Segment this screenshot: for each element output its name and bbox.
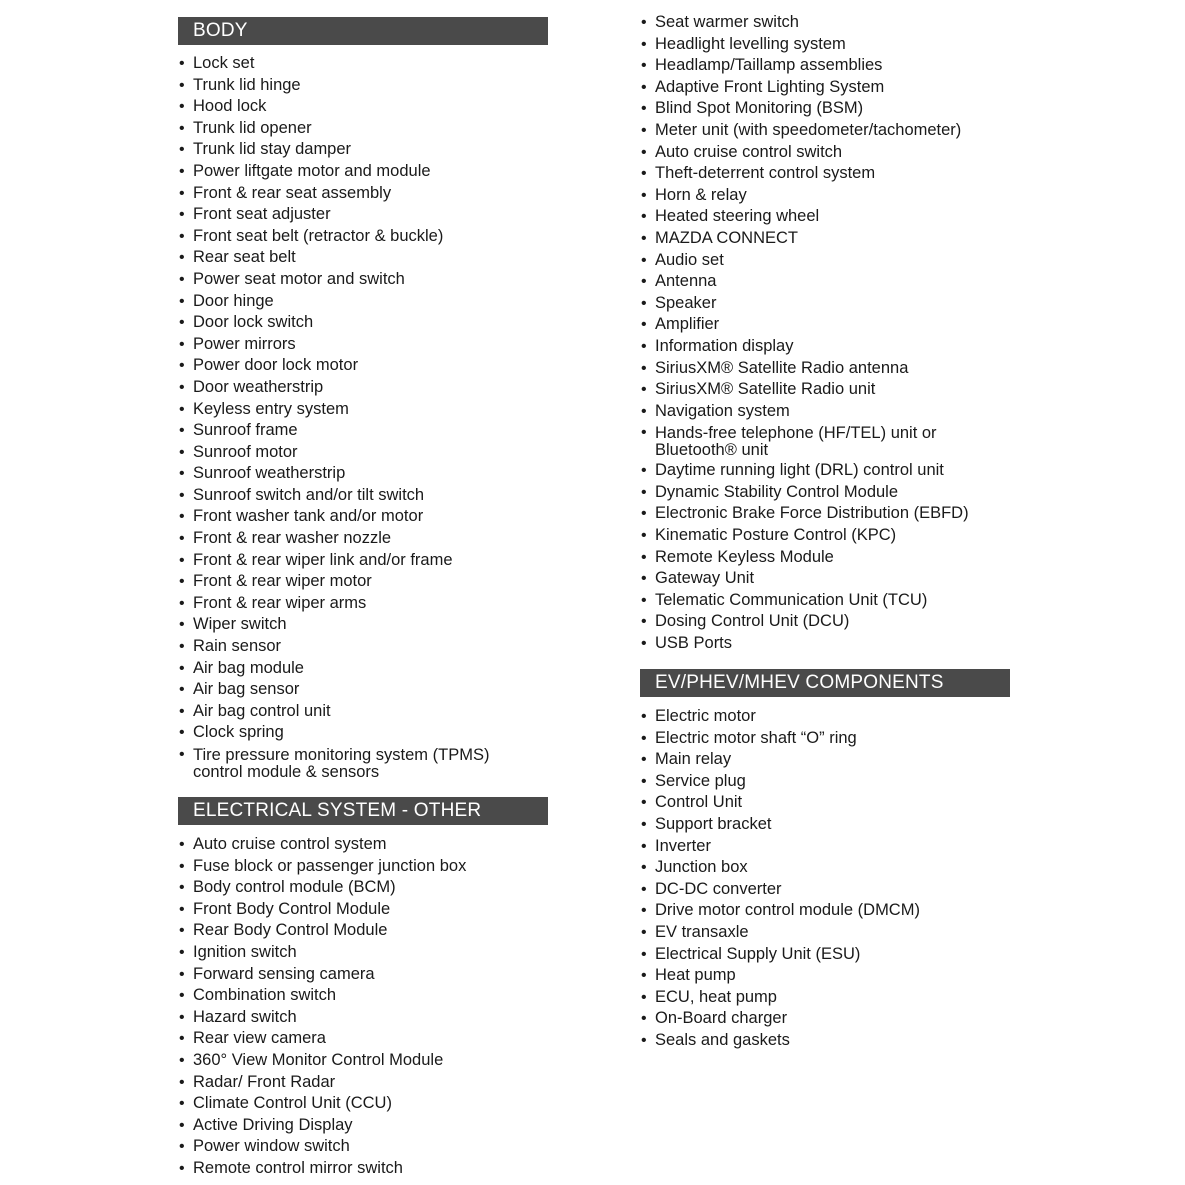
list-item: • Trunk lid stay damper — [178, 139, 578, 161]
list-item: • Electrical Supply Unit (ESU) — [640, 944, 1040, 966]
list-item: • Ignition switch — [178, 942, 578, 964]
list-item: • Electronic Brake Force Distribution (EBFD) — [640, 503, 1040, 525]
list-item: • Hood lock — [178, 96, 578, 118]
list-item: • Navigation system — [640, 401, 1040, 423]
list-item: • Wiper switch — [178, 614, 578, 636]
list-item: • Lock set — [178, 53, 578, 75]
list-item: • USB Ports — [640, 633, 1040, 655]
list-item: • Speaker — [640, 293, 1040, 315]
list-item: • Radar/ Front Radar — [178, 1072, 578, 1094]
electrical-items-list — [178, 834, 578, 1180]
list-item: • Rear Body Control Module — [178, 920, 578, 942]
list-item: • Horn & relay — [640, 185, 1040, 207]
list-item: • Trunk lid hinge — [178, 75, 578, 97]
list-item: • On-Board charger — [640, 1008, 1040, 1030]
list-item: • Auto cruise control switch — [640, 142, 1040, 164]
list-item: • Front & rear wiper arms — [178, 593, 578, 615]
list-item: • Front seat adjuster — [178, 204, 578, 226]
list-item: • 360° View Monitor Control Module — [178, 1050, 578, 1072]
list-item: • Seat warmer switch — [640, 12, 1040, 34]
list-item — [640, 422, 1040, 460]
list-item: • Electric motor — [640, 706, 1040, 728]
electrical-continued-items-list — [640, 12, 1040, 655]
list-item: • Fuse block or passenger junction box — [178, 856, 578, 878]
list-item: • Rear seat belt — [178, 247, 578, 269]
list-item: • Headlamp/Taillamp assemblies — [640, 55, 1040, 77]
list-item: • Air bag module — [178, 658, 578, 680]
list-item: • Door hinge — [178, 291, 578, 313]
list-item: • Forward sensing camera — [178, 964, 578, 986]
list-item: • Seals and gaskets — [640, 1030, 1040, 1052]
list-item: • Sunroof switch and/or tilt switch — [178, 485, 578, 507]
list-item: • Sunroof motor — [178, 442, 578, 464]
list-item: • Electric motor shaft “O” ring — [640, 728, 1040, 750]
list-item: • Body control module (BCM) — [178, 877, 578, 899]
list-item: • Trunk lid opener — [178, 118, 578, 140]
list-item: • Front Body Control Module — [178, 899, 578, 921]
list-item: • Dosing Control Unit (DCU) — [640, 611, 1040, 633]
list-item: • DC-DC converter — [640, 879, 1040, 901]
list-item: • Heat pump — [640, 965, 1040, 987]
list-item: • Hazard switch — [178, 1007, 578, 1029]
list-item: • Inverter — [640, 836, 1040, 858]
list-item-line: control module & sensors — [193, 762, 380, 781]
list-item-line: Bluetooth® unit — [655, 440, 769, 459]
list-item: • Gateway Unit — [640, 568, 1040, 590]
list-item: • Power seat motor and switch — [178, 269, 578, 291]
list-item: • Front & rear seat assembly — [178, 183, 578, 205]
list-item: • Telematic Communication Unit (TCU) — [640, 590, 1040, 612]
list-item: • Active Driving Display — [178, 1115, 578, 1137]
list-item: • Amplifier — [640, 314, 1040, 336]
list-item: • Front & rear washer nozzle — [178, 528, 578, 550]
list-item: • Combination switch — [178, 985, 578, 1007]
ev-items-list — [640, 706, 1040, 1052]
list-item: • Drive motor control module (DMCM) — [640, 900, 1040, 922]
list-item: • Headlight levelling system — [640, 34, 1040, 56]
list-item — [178, 744, 578, 782]
list-item: • Antenna — [640, 271, 1040, 293]
list-item: • Blind Spot Monitoring (BSM) — [640, 98, 1040, 120]
list-item: • MAZDA CONNECT — [640, 228, 1040, 250]
list-item: • Door lock switch — [178, 312, 578, 334]
list-item: • Rear view camera — [178, 1028, 578, 1050]
list-item: • Meter unit (with speedometer/tachometer) — [640, 120, 1040, 142]
list-item: • Front & rear wiper link and/or frame — [178, 550, 578, 572]
list-item: • Control Unit — [640, 792, 1040, 814]
list-item: • Rain sensor — [178, 636, 578, 658]
list-item: • SiriusXM® Satellite Radio antenna — [640, 358, 1040, 380]
list-item: • Audio set — [640, 250, 1040, 272]
list-item: • Daytime running light (DRL) control unit — [640, 460, 1040, 482]
list-item: • Junction box — [640, 857, 1040, 879]
list-item: • Front & rear wiper motor — [178, 571, 578, 593]
list-item-line: Hands-free telephone (HF/TEL) unit or — [655, 424, 937, 443]
list-item: • Auto cruise control system — [178, 834, 578, 856]
list-item: • EV transaxle — [640, 922, 1040, 944]
list-item-line: Tire pressure monitoring system (TPMS) — [193, 746, 490, 764]
list-item: • Power mirrors — [178, 334, 578, 356]
list-item: • Climate Control Unit (CCU) — [178, 1093, 578, 1115]
list-item: • SiriusXM® Satellite Radio unit — [640, 379, 1040, 401]
section-header-electrical: ELECTRICAL SYSTEM - OTHER — [178, 797, 548, 825]
list-item: • Heated steering wheel — [640, 206, 1040, 228]
list-item: • Sunroof weatherstrip — [178, 463, 578, 485]
list-item: • Front washer tank and/or motor — [178, 506, 578, 528]
list-item: • Power door lock motor — [178, 355, 578, 377]
list-item: • Remote control mirror switch — [178, 1158, 578, 1180]
list-item: • Keyless entry system — [178, 399, 578, 421]
list-item: • Sunroof frame — [178, 420, 578, 442]
list-item: • Dynamic Stability Control Module — [640, 482, 1040, 504]
list-item: • Adaptive Front Lighting System — [640, 77, 1040, 99]
list-item: • Information display — [640, 336, 1040, 358]
list-item: • Remote Keyless Module — [640, 547, 1040, 569]
list-item: • ECU, heat pump — [640, 987, 1040, 1009]
list-item: • Air bag sensor — [178, 679, 578, 701]
list-item: • Support bracket — [640, 814, 1040, 836]
list-item: • Power window switch — [178, 1136, 578, 1158]
list-item: • Kinematic Posture Control (KPC) — [640, 525, 1040, 547]
section-header-ev: EV/PHEV/MHEV COMPONENTS — [640, 669, 1010, 697]
section-header-body: BODY — [178, 17, 548, 45]
list-item: • Theft-deterrent control system — [640, 163, 1040, 185]
body-items-list — [178, 53, 578, 782]
list-item: • Front seat belt (retractor & buckle) — [178, 226, 578, 248]
list-item: • Main relay — [640, 749, 1040, 771]
list-item: • Clock spring — [178, 722, 578, 744]
list-item: • Service plug — [640, 771, 1040, 793]
list-item: • Door weatherstrip — [178, 377, 578, 399]
list-item: • Power liftgate motor and module — [178, 161, 578, 183]
list-item: • Air bag control unit — [178, 701, 578, 723]
